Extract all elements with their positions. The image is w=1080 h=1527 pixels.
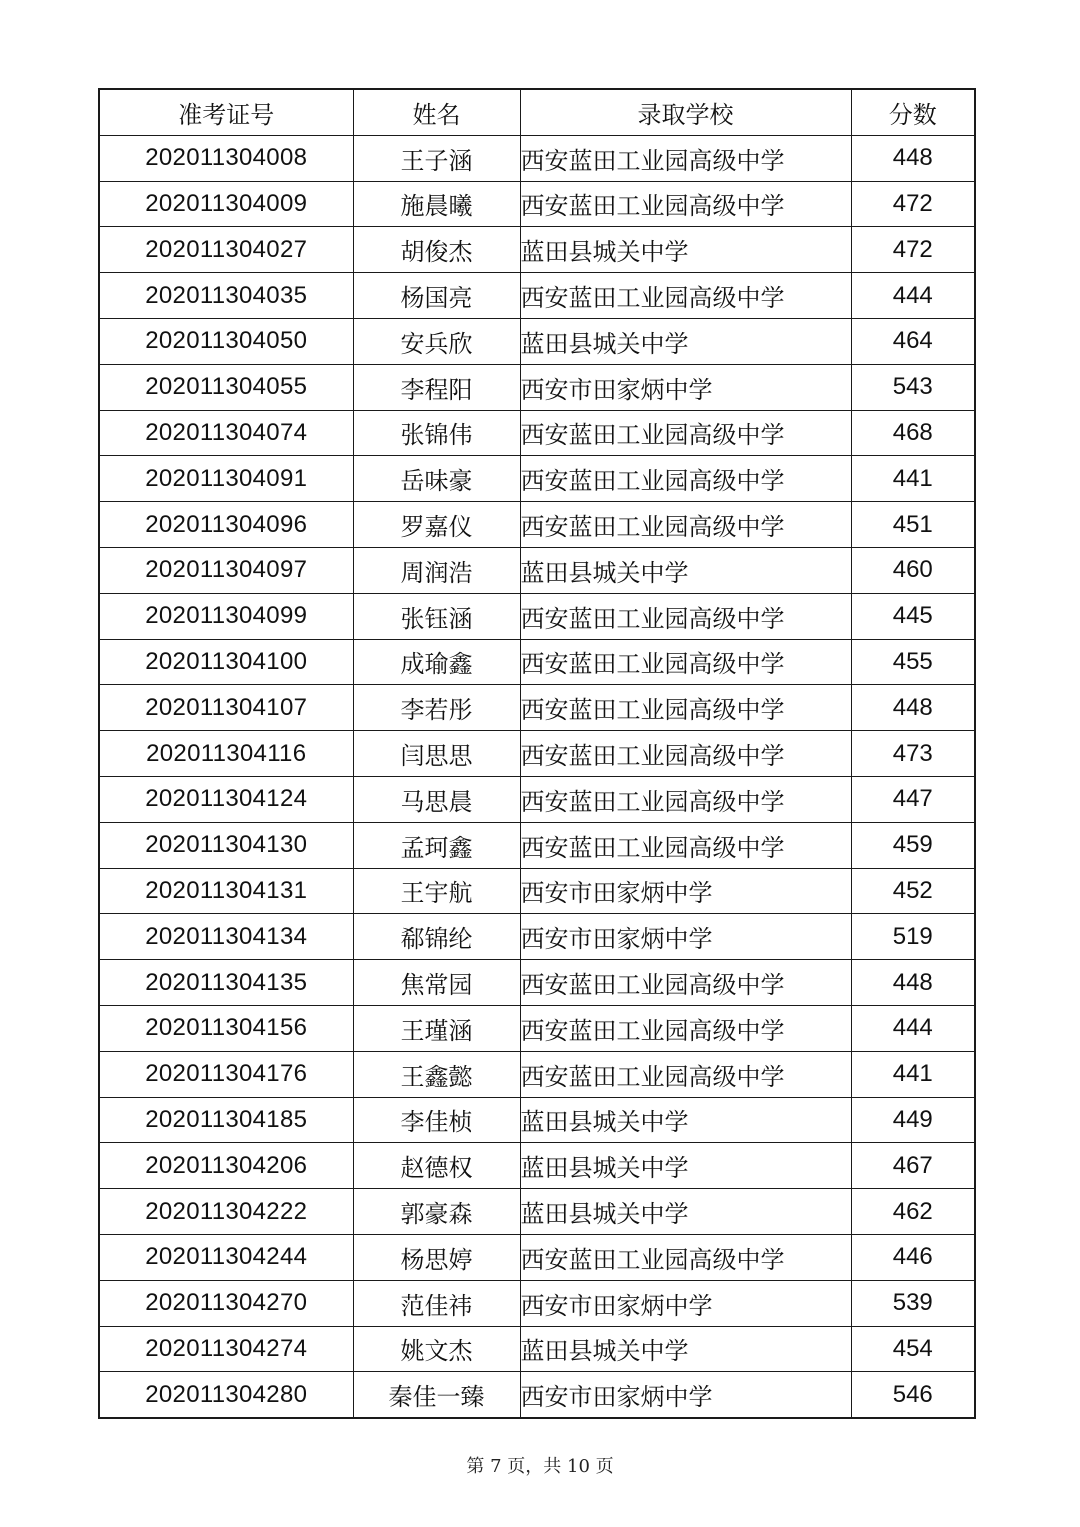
- table-row: [99, 822, 975, 868]
- cell-admitted-school: 西安市田家炳中学: [520, 914, 851, 960]
- table-row: [99, 1280, 975, 1326]
- table-row: [99, 181, 975, 227]
- cell-exam-id: 202011304035: [99, 273, 353, 319]
- cell-student-name: 杨思婷: [353, 1234, 520, 1280]
- table-row: [99, 135, 975, 181]
- cell-score: 444: [851, 1005, 975, 1051]
- cell-student-name: 张锦伟: [353, 410, 520, 456]
- table-header-row: [99, 89, 975, 135]
- cell-score: 543: [851, 364, 975, 410]
- cell-admitted-school: 西安蓝田工业园高级中学: [520, 1234, 851, 1280]
- cell-exam-id: 202011304124: [99, 776, 353, 822]
- cell-admitted-school: 蓝田县城关中学: [520, 1326, 851, 1372]
- cell-admitted-school: 西安蓝田工业园高级中学: [520, 685, 851, 731]
- cell-exam-id: 202011304091: [99, 456, 353, 502]
- table-row: [99, 273, 975, 319]
- header-name: 姓名: [353, 89, 520, 135]
- cell-exam-id: 202011304009: [99, 181, 353, 227]
- cell-student-name: 成瑜鑫: [353, 639, 520, 685]
- cell-score: 473: [851, 731, 975, 777]
- cell-admitted-school: 西安市田家炳中学: [520, 364, 851, 410]
- cell-exam-id: 202011304274: [99, 1326, 353, 1372]
- cell-score: 472: [851, 227, 975, 273]
- page-number-footer: 第 7 页，共 10 页: [466, 1456, 614, 1477]
- cell-score: 441: [851, 1051, 975, 1097]
- cell-admitted-school: 蓝田县城关中学: [520, 547, 851, 593]
- cell-admitted-school: 西安蓝田工业园高级中学: [520, 639, 851, 685]
- cell-student-name: 赵德权: [353, 1143, 520, 1189]
- cell-admitted-school: 西安蓝田工业园高级中学: [520, 1051, 851, 1097]
- cell-admitted-school: 西安蓝田工业园高级中学: [520, 593, 851, 639]
- cell-score: 445: [851, 593, 975, 639]
- cell-admitted-school: 西安蓝田工业园高级中学: [520, 731, 851, 777]
- cell-student-name: 秦佳一臻: [353, 1372, 520, 1418]
- cell-admitted-school: 西安市田家炳中学: [520, 1280, 851, 1326]
- cell-score: 455: [851, 639, 975, 685]
- cell-student-name: 安兵欣: [353, 318, 520, 364]
- cell-exam-id: 202011304027: [99, 227, 353, 273]
- table-row: [99, 456, 975, 502]
- cell-exam-id: 202011304116: [99, 731, 353, 777]
- cell-admitted-school: 西安蓝田工业园高级中学: [520, 181, 851, 227]
- table-row: [99, 1326, 975, 1372]
- cell-student-name: 郭豪森: [353, 1189, 520, 1235]
- cell-exam-id: 202011304107: [99, 685, 353, 731]
- cell-admitted-school: 蓝田县城关中学: [520, 1097, 851, 1143]
- table-row: [99, 1234, 975, 1280]
- cell-admitted-school: 蓝田县城关中学: [520, 318, 851, 364]
- table-row: [99, 410, 975, 456]
- cell-student-name: 王瑾涵: [353, 1005, 520, 1051]
- cell-student-name: 范佳祎: [353, 1280, 520, 1326]
- table-row: [99, 960, 975, 1006]
- cell-student-name: 胡俊杰: [353, 227, 520, 273]
- cell-score: 468: [851, 410, 975, 456]
- table-row: [99, 868, 975, 914]
- table-row: [99, 364, 975, 410]
- cell-exam-id: 202011304222: [99, 1189, 353, 1235]
- cell-exam-id: 202011304055: [99, 364, 353, 410]
- cell-student-name: 张钰涵: [353, 593, 520, 639]
- cell-student-name: 孟珂鑫: [353, 822, 520, 868]
- cell-exam-id: 202011304244: [99, 1234, 353, 1280]
- table-row: [99, 639, 975, 685]
- cell-student-name: 杨国亮: [353, 273, 520, 319]
- table-row: [99, 914, 975, 960]
- table-row: [99, 593, 975, 639]
- cell-exam-id: 202011304135: [99, 960, 353, 1006]
- cell-score: 448: [851, 960, 975, 1006]
- cell-score: 460: [851, 547, 975, 593]
- cell-admitted-school: 西安蓝田工业园高级中学: [520, 1005, 851, 1051]
- cell-score: 449: [851, 1097, 975, 1143]
- cell-admitted-school: 西安蓝田工业园高级中学: [520, 410, 851, 456]
- cell-exam-id: 202011304176: [99, 1051, 353, 1097]
- cell-exam-id: 202011304131: [99, 868, 353, 914]
- cell-exam-id: 202011304050: [99, 318, 353, 364]
- cell-student-name: 李若彤: [353, 685, 520, 731]
- cell-student-name: 王宇航: [353, 868, 520, 914]
- table-row: [99, 731, 975, 777]
- cell-exam-id: 202011304008: [99, 135, 353, 181]
- cell-admitted-school: 西安蓝田工业园高级中学: [520, 776, 851, 822]
- header-school: 录取学校: [520, 89, 851, 135]
- cell-score: 452: [851, 868, 975, 914]
- cell-exam-id: 202011304097: [99, 547, 353, 593]
- cell-score: 519: [851, 914, 975, 960]
- cell-student-name: 李佳桢: [353, 1097, 520, 1143]
- cell-score: 539: [851, 1280, 975, 1326]
- cell-score: 459: [851, 822, 975, 868]
- cell-student-name: 王子涵: [353, 135, 520, 181]
- cell-admitted-school: 蓝田县城关中学: [520, 1143, 851, 1189]
- table-row: [99, 547, 975, 593]
- cell-admitted-school: 西安蓝田工业园高级中学: [520, 273, 851, 319]
- cell-student-name: 郗锦纶: [353, 914, 520, 960]
- cell-student-name: 施晨曦: [353, 181, 520, 227]
- cell-exam-id: 202011304074: [99, 410, 353, 456]
- cell-admitted-school: 西安蓝田工业园高级中学: [520, 135, 851, 181]
- cell-admitted-school: 蓝田县城关中学: [520, 1189, 851, 1235]
- cell-exam-id: 202011304099: [99, 593, 353, 639]
- header-exam-id: 准考证号: [99, 89, 353, 135]
- cell-admitted-school: 西安蓝田工业园高级中学: [520, 456, 851, 502]
- table-row: [99, 318, 975, 364]
- table-row: [99, 1051, 975, 1097]
- cell-score: 448: [851, 685, 975, 731]
- cell-student-name: 王鑫懿: [353, 1051, 520, 1097]
- table-row: [99, 1005, 975, 1051]
- table-body: [99, 135, 975, 1418]
- table-row: [99, 776, 975, 822]
- cell-student-name: 周润浩: [353, 547, 520, 593]
- cell-exam-id: 202011304185: [99, 1097, 353, 1143]
- table-row: [99, 227, 975, 273]
- cell-admitted-school: 西安市田家炳中学: [520, 868, 851, 914]
- cell-score: 467: [851, 1143, 975, 1189]
- cell-admitted-school: 西安市田家炳中学: [520, 1372, 851, 1418]
- cell-score: 446: [851, 1234, 975, 1280]
- cell-score: 441: [851, 456, 975, 502]
- cell-exam-id: 202011304096: [99, 502, 353, 548]
- admission-table: [98, 88, 976, 1419]
- cell-score: 472: [851, 181, 975, 227]
- cell-student-name: 马思晨: [353, 776, 520, 822]
- table-row: [99, 1189, 975, 1235]
- cell-score: 462: [851, 1189, 975, 1235]
- cell-exam-id: 202011304156: [99, 1005, 353, 1051]
- cell-exam-id: 202011304130: [99, 822, 353, 868]
- cell-score: 448: [851, 135, 975, 181]
- table-row: [99, 1143, 975, 1189]
- cell-exam-id: 202011304280: [99, 1372, 353, 1418]
- header-score: 分数: [851, 89, 975, 135]
- cell-student-name: 罗嘉仪: [353, 502, 520, 548]
- cell-exam-id: 202011304134: [99, 914, 353, 960]
- cell-admitted-school: 西安蓝田工业园高级中学: [520, 822, 851, 868]
- cell-exam-id: 202011304100: [99, 639, 353, 685]
- cell-student-name: 姚文杰: [353, 1326, 520, 1372]
- cell-score: 454: [851, 1326, 975, 1372]
- cell-admitted-school: 西安蓝田工业园高级中学: [520, 960, 851, 1006]
- table-row: [99, 1372, 975, 1418]
- cell-exam-id: 202011304270: [99, 1280, 353, 1326]
- cell-score: 464: [851, 318, 975, 364]
- cell-exam-id: 202011304206: [99, 1143, 353, 1189]
- cell-admitted-school: 西安蓝田工业园高级中学: [520, 502, 851, 548]
- cell-score: 444: [851, 273, 975, 319]
- cell-student-name: 李程阳: [353, 364, 520, 410]
- cell-score: 447: [851, 776, 975, 822]
- table-row: [99, 502, 975, 548]
- cell-score: 546: [851, 1372, 975, 1418]
- cell-score: 451: [851, 502, 975, 548]
- table-row: [99, 685, 975, 731]
- table-row: [99, 1097, 975, 1143]
- cell-admitted-school: 蓝田县城关中学: [520, 227, 851, 273]
- cell-student-name: 焦常园: [353, 960, 520, 1006]
- cell-student-name: 岳味豪: [353, 456, 520, 502]
- cell-student-name: 闫思思: [353, 731, 520, 777]
